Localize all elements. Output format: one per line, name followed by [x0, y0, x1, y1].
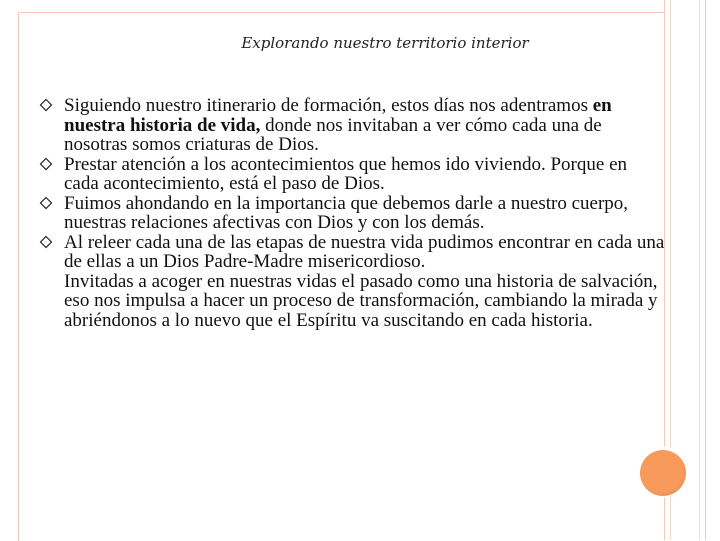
slide-content: [36, 96, 666, 330]
bullet-text: Al releer cada una de las etapas de nuestra vida pudimos encontrar en cada una de ellas a un Dios Padre-Madre misericordioso.: [64, 231, 665, 272]
diamond-outline-icon: [39, 196, 53, 210]
diamond-outline-icon: [39, 235, 53, 249]
bullet-text-bold: en nuestra historia de vida,: [64, 95, 612, 136]
closing-paragraph: Invitadas a acoger en nuestras vidas el pasado como una historia de salvación, eso nos impulsa a hacer un proceso de transformación, cambiando la mirada y abriéndonos a lo nuevo que el Espíritu va suscitando en cada historia.: [64, 270, 658, 331]
bullet-item-4: [36, 233, 666, 272]
bullet-item-1: [36, 96, 666, 155]
diamond-outline-icon: [39, 98, 53, 112]
diamond-outline-icon: [39, 157, 53, 171]
bullet-text-pre: Siguiendo nuestro itinerario de formación, estos días nos adentramos: [64, 95, 593, 116]
slide-title: Explorando nuestro territorio interior: [241, 34, 529, 52]
decorative-orange-circle: [640, 450, 686, 496]
bullet-text: Fuimos ahondando en la importancia que debemos darle a nuestro cuerpo, nuestras relaciones afectivas con Dios y con los demás.: [64, 192, 629, 233]
bullet-item-2: [36, 155, 666, 194]
bullet-text-post: donde nos invitaban a ver cómo cada una de nosotras somos criaturas de Dios.: [64, 114, 602, 155]
bullet-text: Prestar atención a los acontecimientos que hemos ido viviendo. Porque en cada acontecimiento, está el paso de Dios.: [64, 153, 627, 194]
bullet-item-3: [36, 194, 666, 233]
